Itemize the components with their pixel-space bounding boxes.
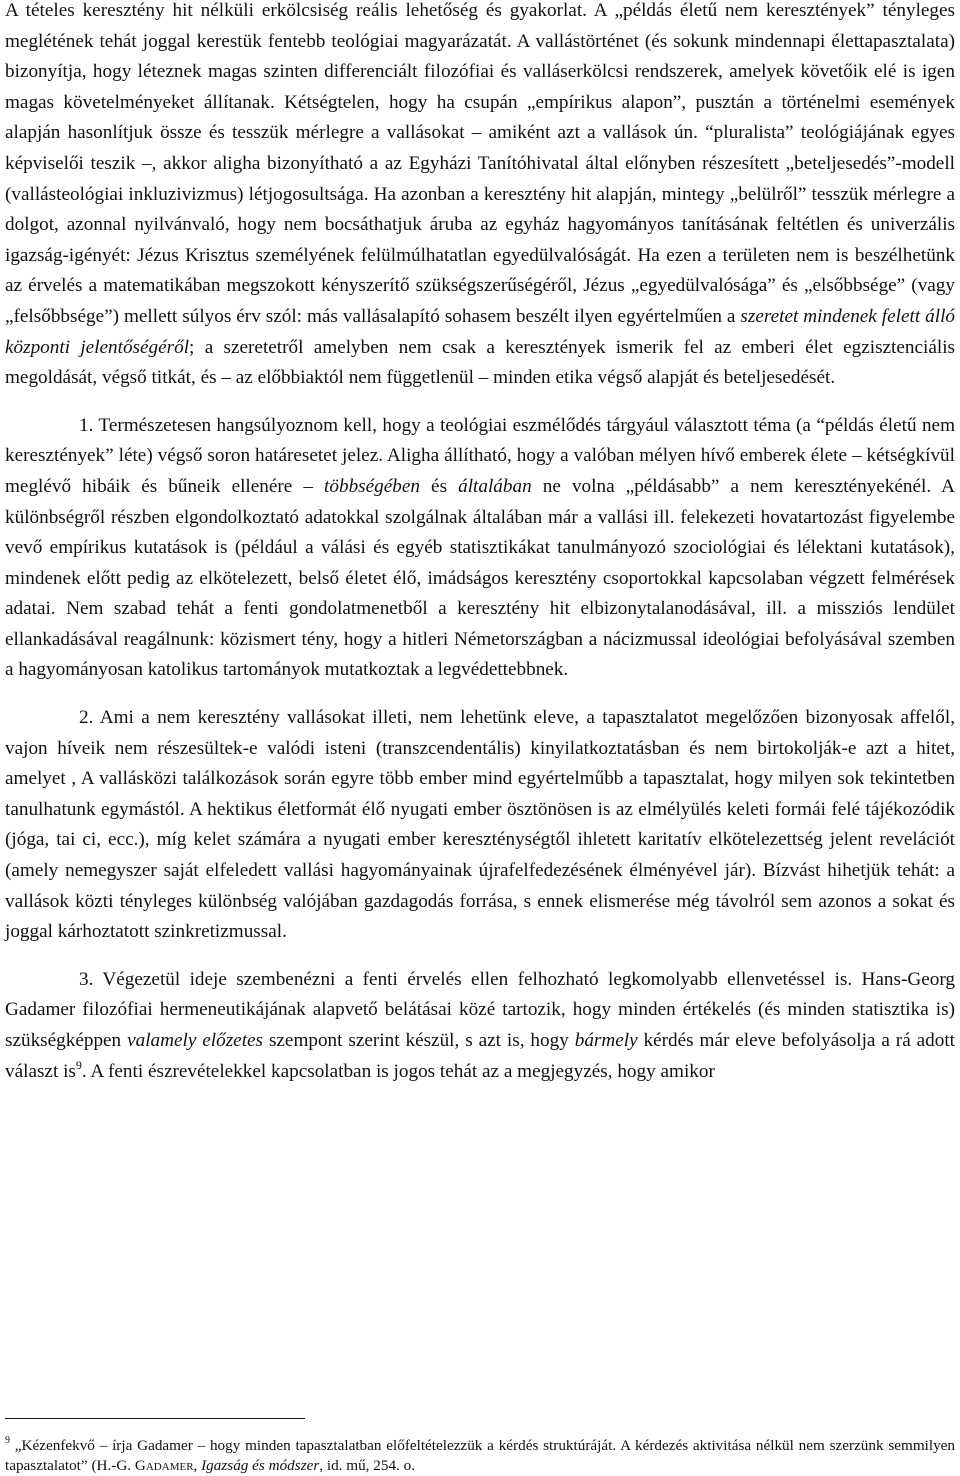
document-body [5,0,955,1087]
footnote-text: , id. mű, 254. o. [319,1457,416,1474]
paragraph-text: ; a szeretetről amelyben nem csak a keresztények ismerik fel az emberi élet egzisztenciális megoldását, végső titkát, és – az előbbiaktól nem függetlenül – minden etika végső alapját és beteljesedését. [5,336,955,389]
footnote-reference[interactable]: 9 [75,1057,82,1072]
emphasis-text: valamely előzetes [127,1030,264,1051]
footnote-author: Gadamer [134,1457,194,1474]
emphasis-text: szeretet mindenek felett álló központi jelentőségéről [5,305,956,358]
paragraph-text: . A fenti észrevételekkel kapcsolatban is jogos tehát az a megjegyzés, hogy amikor [81,1060,715,1082]
paragraph-text: ne volna „példásabb” a nem keresztényekénél. A különbségről részben elgondolkoztató adatokkal szolgálnak általában már a vallási ill. felekezeti hovatartozást figyelembe vevő empírikus kutatások is (például a válási és egyéb statisztikákat tanulmányozó szociológiai és lélektani kutatások), mindenek előtt pedig az elkötelezett, belső életet élő, imádságos keresztény csoportokkal kapcsolaban végzett felmérések adatai. Nem szabad tehát a fenti gondolatmenetből a keresztény hit elbizonytalanodásával, ill. a missziós lendület ellankadásával reagálnunk: közismert tény, hogy a hitleri Németországban a nácizmussal ideológiai befolyásával szemben a hagyományosan katolikus tartományok mutatkoztak a legvédettebbnek. [5,475,956,681]
paragraph-point-1 [5,411,955,686]
footnote-text: „Kézenfekvő – írja Gadamer – hogy minden tapasztalatban előfeltételezzük a kérdés struktúráját. A kérdezés aktivitása nélkül nem szerzünk semmilyen tapasztalatot” (H.-G. [5,1437,955,1474]
paragraph-intro [5,0,955,394]
paragraph-point-2 [5,703,955,948]
paragraph-text: és [419,475,459,497]
paragraph-text: kérdés már eleve befolyásolja a rá adott választ is [5,1030,956,1082]
footnote-book-title: Igazság és módszer [201,1457,320,1474]
emphasis-text: többségében [324,475,420,497]
paragraph-text: 3. Végezetül ideje szembenézni a fenti érvelés ellen felhozható legkomolyabb ellenvetéssel is. Hans-Georg Gadamer filozófiai hermeneutikájának alapvető belátásai közé tartozik, hogy minden értékelés (és minden statisztika is) szükségképpen [5,968,955,1051]
paragraph-point-3 [5,965,955,1087]
paragraph-text: A tételes keresztény hit nélküli erkölcsiség reális lehetőség és gyakorlat. A „példás életű nem keresztények” tényleges meglétének tehát joggal kerestük fentebb teológiai magyarázatát. A vallástörténet (és sokunk mindennapi élettapasztalata) bizonyítja, hogy léteznek magas szinten differenciált filozófiai és valláserkölcsi rendszerek, amelyek követőik elé is igen magas követelményeket állítanak. Kétségtelen, hogy ha csupán „empírikus alapon”, pusztán a történelmi események alapján hasonlítjuk össze és tesszük mérlegre a vallásokat – amiként azt a vallások ún. “pluralista” teológiájának egyes képviselői teszik –, akkor aligha bizonyítható a az Egyházi Tanítóhivatal által előnyben részesített „beteljesedés”-modell (vallásteológiai inkluzivizmus) létjogosultsága. Ha azonban a keresztény hit alapján, mintegy „belülről” tesszük mérlegre a dolgot, azonnal nyilvánvaló, hogy nem bocsáthatjuk áruba az egyház hagyományos tanításának feltétlen és univerzális igazság-igényét: Jézus Krisztus személyének felülmúlhatatlan egyedülvalóságát. Ha ezen a területen nem is beszélhetünk az érvelés a matematikában megszokott kényszerítő szükségszerűségéről, Jézus „egyedülvalósága” és „elsőbbsége” (vagy „felsőbbsége”) mellett súlyos érv szól: más vallásalapító sohasem beszélt ilyen egyértelműen a [5,0,955,327]
paragraph-text: 1. Természetesen hangsúlyoznom kell, hogy a teológiai eszmélődés tárgyául választott téma (a “példás életű nem keresztények” léte) végső soron határesetet jelez. Aligha állítható, hogy a valóban mélyen hívő emberek élete – kétségkívül meglévő hibáik és bűneik ellenére – [5,414,955,497]
footnote-number: 9 [5,1435,10,1446]
footnote-separator [5,1418,305,1419]
footnote-text: , [193,1457,202,1474]
footnote [5,1436,955,1476]
emphasis-text: bármely [574,1030,638,1051]
paragraph-text: szempont szerint készül, s azt is, hogy [263,1030,575,1051]
paragraph-text: 2. Ami a nem keresztény vallásokat illeti, nem lehetünk eleve, a tapasztalatot megelőzően bizonyosak affelől, vajon híveik nem részesültek-e valódi isteni (transzcendentális) kinyilatkoztatásban és nem birtokolják-e azt a hitet, amelyet , A vallásközi találkozások során egyre több ember mind egyértelműbb a tapasztalat, hogy milyen sok tekintetben tanulhatunk egymástól. A hektikus életformát élő nyugati ember ösztönösen is az elmélyülés keleti formái felé tájékozódik (jóga, tai ci, ecc.), míg kelet számára a nyugati ember kereszténységtől ihletett karitatív elkötelezettség jelent revelációt (amely nemegyszer saját elfeledett vallási hagyományainak újrafelfedezésének élményével jár). Bízvást hihetjük tehát: a vallások közti tényleges különbség valójában gazdagodás forrása, s ennek elismerése még távolról sem azonos a sokat és joggal kárhoztatott szinkretizmussal. [5,707,955,943]
emphasis-text: általában [458,475,532,497]
